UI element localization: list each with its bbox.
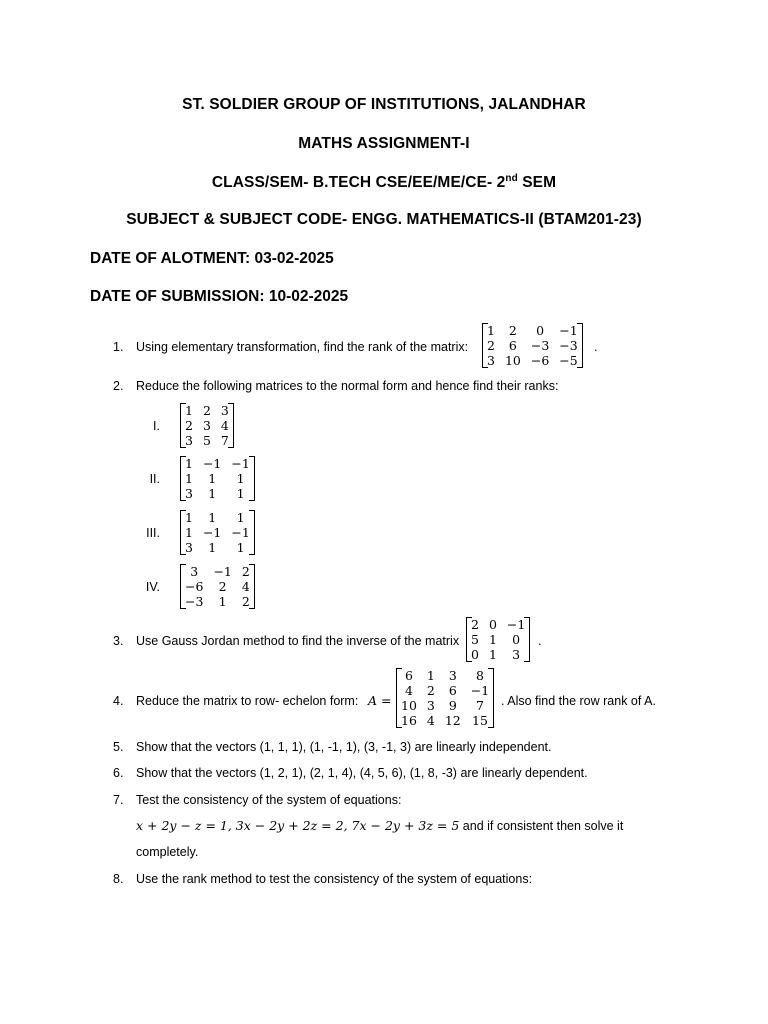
left-bracket — [466, 617, 472, 662]
matrix-row — [180, 540, 255, 555]
matrix-row — [396, 698, 494, 713]
question-3-tail: . — [538, 634, 542, 648]
matrix-table — [180, 510, 255, 555]
matrix-row — [180, 403, 234, 418]
matrix-cell: 1 — [236, 471, 245, 486]
matrix-cell: 3 — [512, 647, 521, 662]
left-bracket — [180, 456, 186, 501]
left-bracket — [396, 668, 402, 728]
matrix-cell: 1 — [488, 632, 497, 647]
matrix-cell: 1 — [185, 525, 193, 540]
matrix-cell: −6 — [185, 579, 204, 594]
matrix-cell: 3 — [202, 418, 211, 433]
roman-label-iii: III. — [146, 526, 160, 540]
matrix-cell: 4 — [426, 713, 435, 728]
matrix-cell: 2 — [508, 323, 517, 338]
matrix-cell: 5 — [202, 433, 211, 448]
question-7-equations: x + 2y − z = 1, 3x − 2y + 2z = 2, 7x − 2y + 3z = 5 — [136, 818, 460, 833]
matrix-cell: −1 — [202, 456, 222, 471]
left-bracket — [180, 510, 186, 555]
question-4-text: Reduce the matrix to row- echelon form: — [136, 694, 359, 708]
right-bracket — [524, 617, 530, 662]
matrix-table — [482, 323, 583, 368]
matrix-cell: 1 — [208, 471, 217, 486]
question-3-text: Use Gauss Jordan method to find the inverse of the matrix — [136, 634, 460, 648]
question-4-tail: . Also find the row rank of A. — [501, 694, 656, 708]
matrix-cell: 1 — [185, 510, 193, 525]
matrix-cell: 16 — [401, 713, 417, 728]
matrix-cell: 0 — [536, 323, 545, 338]
matrix-cell: 2 — [241, 564, 250, 579]
matrix-cell: 10 — [504, 353, 521, 368]
question-number: 5. — [113, 740, 124, 754]
matrix-cell: −1 — [231, 525, 250, 540]
matrix-cell: 1 — [487, 323, 495, 338]
matrix-cell: 1 — [236, 540, 245, 555]
matrix-cell: 5 — [471, 632, 479, 647]
question-7-equations-tail: and if consistent then solve it — [459, 819, 624, 833]
question-number: 2. — [113, 379, 124, 393]
matrix-row — [466, 647, 530, 662]
matrix-row — [180, 510, 255, 525]
matrix-cell: 4 — [241, 579, 250, 594]
matrix-cell: 3 — [185, 486, 193, 501]
matrix-row — [482, 353, 583, 368]
matrix-cell: −5 — [559, 353, 578, 368]
question-number: 4. — [113, 694, 124, 708]
matrix-table — [180, 456, 255, 501]
question-1-tail: . — [594, 340, 598, 354]
roman-label-i: I. — [153, 419, 160, 433]
question-1-text: Using elementary transformation, find the rank of the matrix: — [136, 340, 469, 354]
matrix-cell: −1 — [213, 564, 232, 579]
matrix-table — [180, 403, 234, 448]
assignment-title: MATHS ASSIGNMENT-I — [298, 135, 470, 152]
matrix-cell: 4 — [220, 418, 229, 433]
matrix-q2-iii — [180, 510, 255, 555]
matrix-cell: 3 — [185, 433, 193, 448]
matrix-cell: −1 — [231, 456, 250, 471]
matrix-cell: 3 — [487, 353, 495, 368]
matrix-cell: −3 — [530, 338, 550, 353]
matrix-table — [466, 617, 530, 662]
left-bracket — [180, 564, 186, 609]
matrix-row — [180, 579, 255, 594]
matrix-cell: −3 — [559, 338, 578, 353]
matrix-row — [180, 471, 255, 486]
matrix-cell: 3 — [448, 668, 457, 683]
question-2-text: Reduce the following matrices to the normal form and hence find their ranks: — [136, 379, 559, 393]
matrix-q2-ii — [180, 456, 255, 501]
matrix-cell: −1 — [202, 525, 222, 540]
class-sem-sup: nd — [505, 173, 518, 184]
matrix-cell: 2 — [202, 403, 211, 418]
matrix-row — [396, 683, 494, 698]
institution-title: ST. SOLDIER GROUP OF INSTITUTIONS, JALANDHAR — [182, 96, 586, 113]
matrix-cell: −1 — [470, 683, 490, 698]
matrix-cell: 1 — [185, 456, 193, 471]
matrix-cell: 1 — [488, 647, 497, 662]
matrix-row — [180, 418, 234, 433]
question-number: 1. — [113, 340, 124, 354]
subject-line: SUBJECT & SUBJECT CODE- ENGG. MATHEMATICS-II (BTAM201-23) — [126, 211, 642, 228]
matrix-cell: 1 — [208, 486, 217, 501]
question-8-text: Use the rank method to test the consistency of the system of equations: — [136, 872, 533, 886]
question-7-equations-line — [136, 819, 623, 833]
matrix-cell: 1 — [236, 510, 245, 525]
matrix-row — [396, 713, 494, 728]
matrix-q1 — [482, 323, 583, 368]
matrix-cell: −1 — [506, 617, 526, 632]
matrix-cell: −6 — [530, 353, 550, 368]
matrix-cell: 2 — [185, 418, 193, 433]
matrix-cell: 1 — [208, 510, 217, 525]
class-sem-suffix: SEM — [517, 174, 557, 191]
right-bracket — [249, 456, 255, 501]
matrix-table — [180, 564, 255, 609]
question-7-text: Test the consistency of the system of equations: — [136, 793, 402, 807]
matrix-cell: 6 — [448, 683, 457, 698]
question-6-text: Show that the vectors (1, 2, 1), (2, 1, 4), (4, 5, 6), (1, 8, -3) are linearly dependent. — [136, 766, 588, 780]
matrix-cell: 8 — [476, 668, 484, 683]
roman-label-iv: IV. — [145, 580, 160, 594]
matrix-cell: 9 — [448, 698, 457, 713]
matrix-cell: 3 — [190, 564, 199, 579]
matrix-row — [482, 338, 583, 353]
roman-label-ii: II. — [149, 472, 160, 486]
matrix-row — [180, 564, 255, 579]
matrix-cell: 15 — [472, 713, 488, 728]
matrix-cell: 0 — [512, 632, 521, 647]
question-number: 7. — [113, 793, 124, 807]
matrix-table — [396, 668, 494, 728]
matrix-row — [180, 594, 255, 609]
matrix-q2-i — [180, 403, 234, 448]
right-bracket — [228, 403, 234, 448]
matrix-row — [482, 323, 583, 338]
matrix-cell: 1 — [185, 471, 193, 486]
matrix-cell: 2 — [241, 594, 250, 609]
matrix-cell: 1 — [236, 486, 245, 501]
matrix-cell: 1 — [218, 594, 227, 609]
matrix-cell: 7 — [476, 698, 484, 713]
matrix-cell: 10 — [401, 698, 417, 713]
matrix-cell: 7 — [220, 433, 229, 448]
left-bracket — [180, 403, 186, 448]
matrix-row — [466, 617, 530, 632]
date-allotment: DATE OF ALOTMENT: 03-02-2025 — [90, 250, 334, 267]
question-number: 3. — [113, 634, 124, 648]
matrix-row — [180, 433, 234, 448]
matrix-cell: −3 — [185, 594, 204, 609]
matrix-cell: 6 — [508, 338, 517, 353]
matrix-row — [396, 668, 494, 683]
matrix-cell: 0 — [471, 647, 479, 662]
matrix-cell: 1 — [426, 668, 435, 683]
matrix-row — [180, 486, 255, 501]
matrix-cell: 12 — [444, 713, 461, 728]
matrix-cell: 0 — [488, 617, 497, 632]
matrix-cell: 2 — [471, 617, 479, 632]
matrix-row — [180, 456, 255, 471]
matrix-cell: 6 — [404, 668, 413, 683]
matrix-q2-iv — [180, 564, 255, 609]
matrix-cell: 2 — [487, 338, 495, 353]
right-bracket — [488, 668, 494, 728]
matrix-row — [466, 632, 530, 647]
question-number: 8. — [113, 872, 124, 886]
question-7-line3: completely. — [136, 845, 199, 859]
right-bracket — [249, 564, 255, 609]
question-4-lhs: A = — [368, 693, 392, 708]
matrix-cell: 1 — [185, 403, 193, 418]
right-bracket — [577, 323, 583, 368]
right-bracket — [249, 510, 255, 555]
matrix-cell: 4 — [404, 683, 413, 698]
matrix-cell: 1 — [208, 540, 217, 555]
class-sem-prefix: CLASS/SEM- B.TECH CSE/EE/ME/CE- 2 — [211, 174, 506, 191]
question-number: 6. — [113, 766, 124, 780]
matrix-cell: 3 — [185, 540, 193, 555]
matrix-row — [180, 525, 255, 540]
question-5-text: Show that the vectors (1, 1, 1), (1, -1, 1), (3, -1, 3) are linearly independent. — [136, 740, 552, 754]
matrix-cell: 3 — [220, 403, 229, 418]
left-bracket — [482, 323, 488, 368]
matrix-cell: −1 — [559, 323, 578, 338]
matrix-q4 — [396, 668, 494, 728]
matrix-cell: 2 — [218, 579, 227, 594]
class-sem-line — [0, 173, 768, 192]
matrix-cell: 2 — [426, 683, 435, 698]
matrix-cell: 3 — [426, 698, 435, 713]
matrix-q3 — [466, 617, 530, 662]
date-submission: DATE OF SUBMISSION: 10-02-2025 — [90, 288, 349, 305]
